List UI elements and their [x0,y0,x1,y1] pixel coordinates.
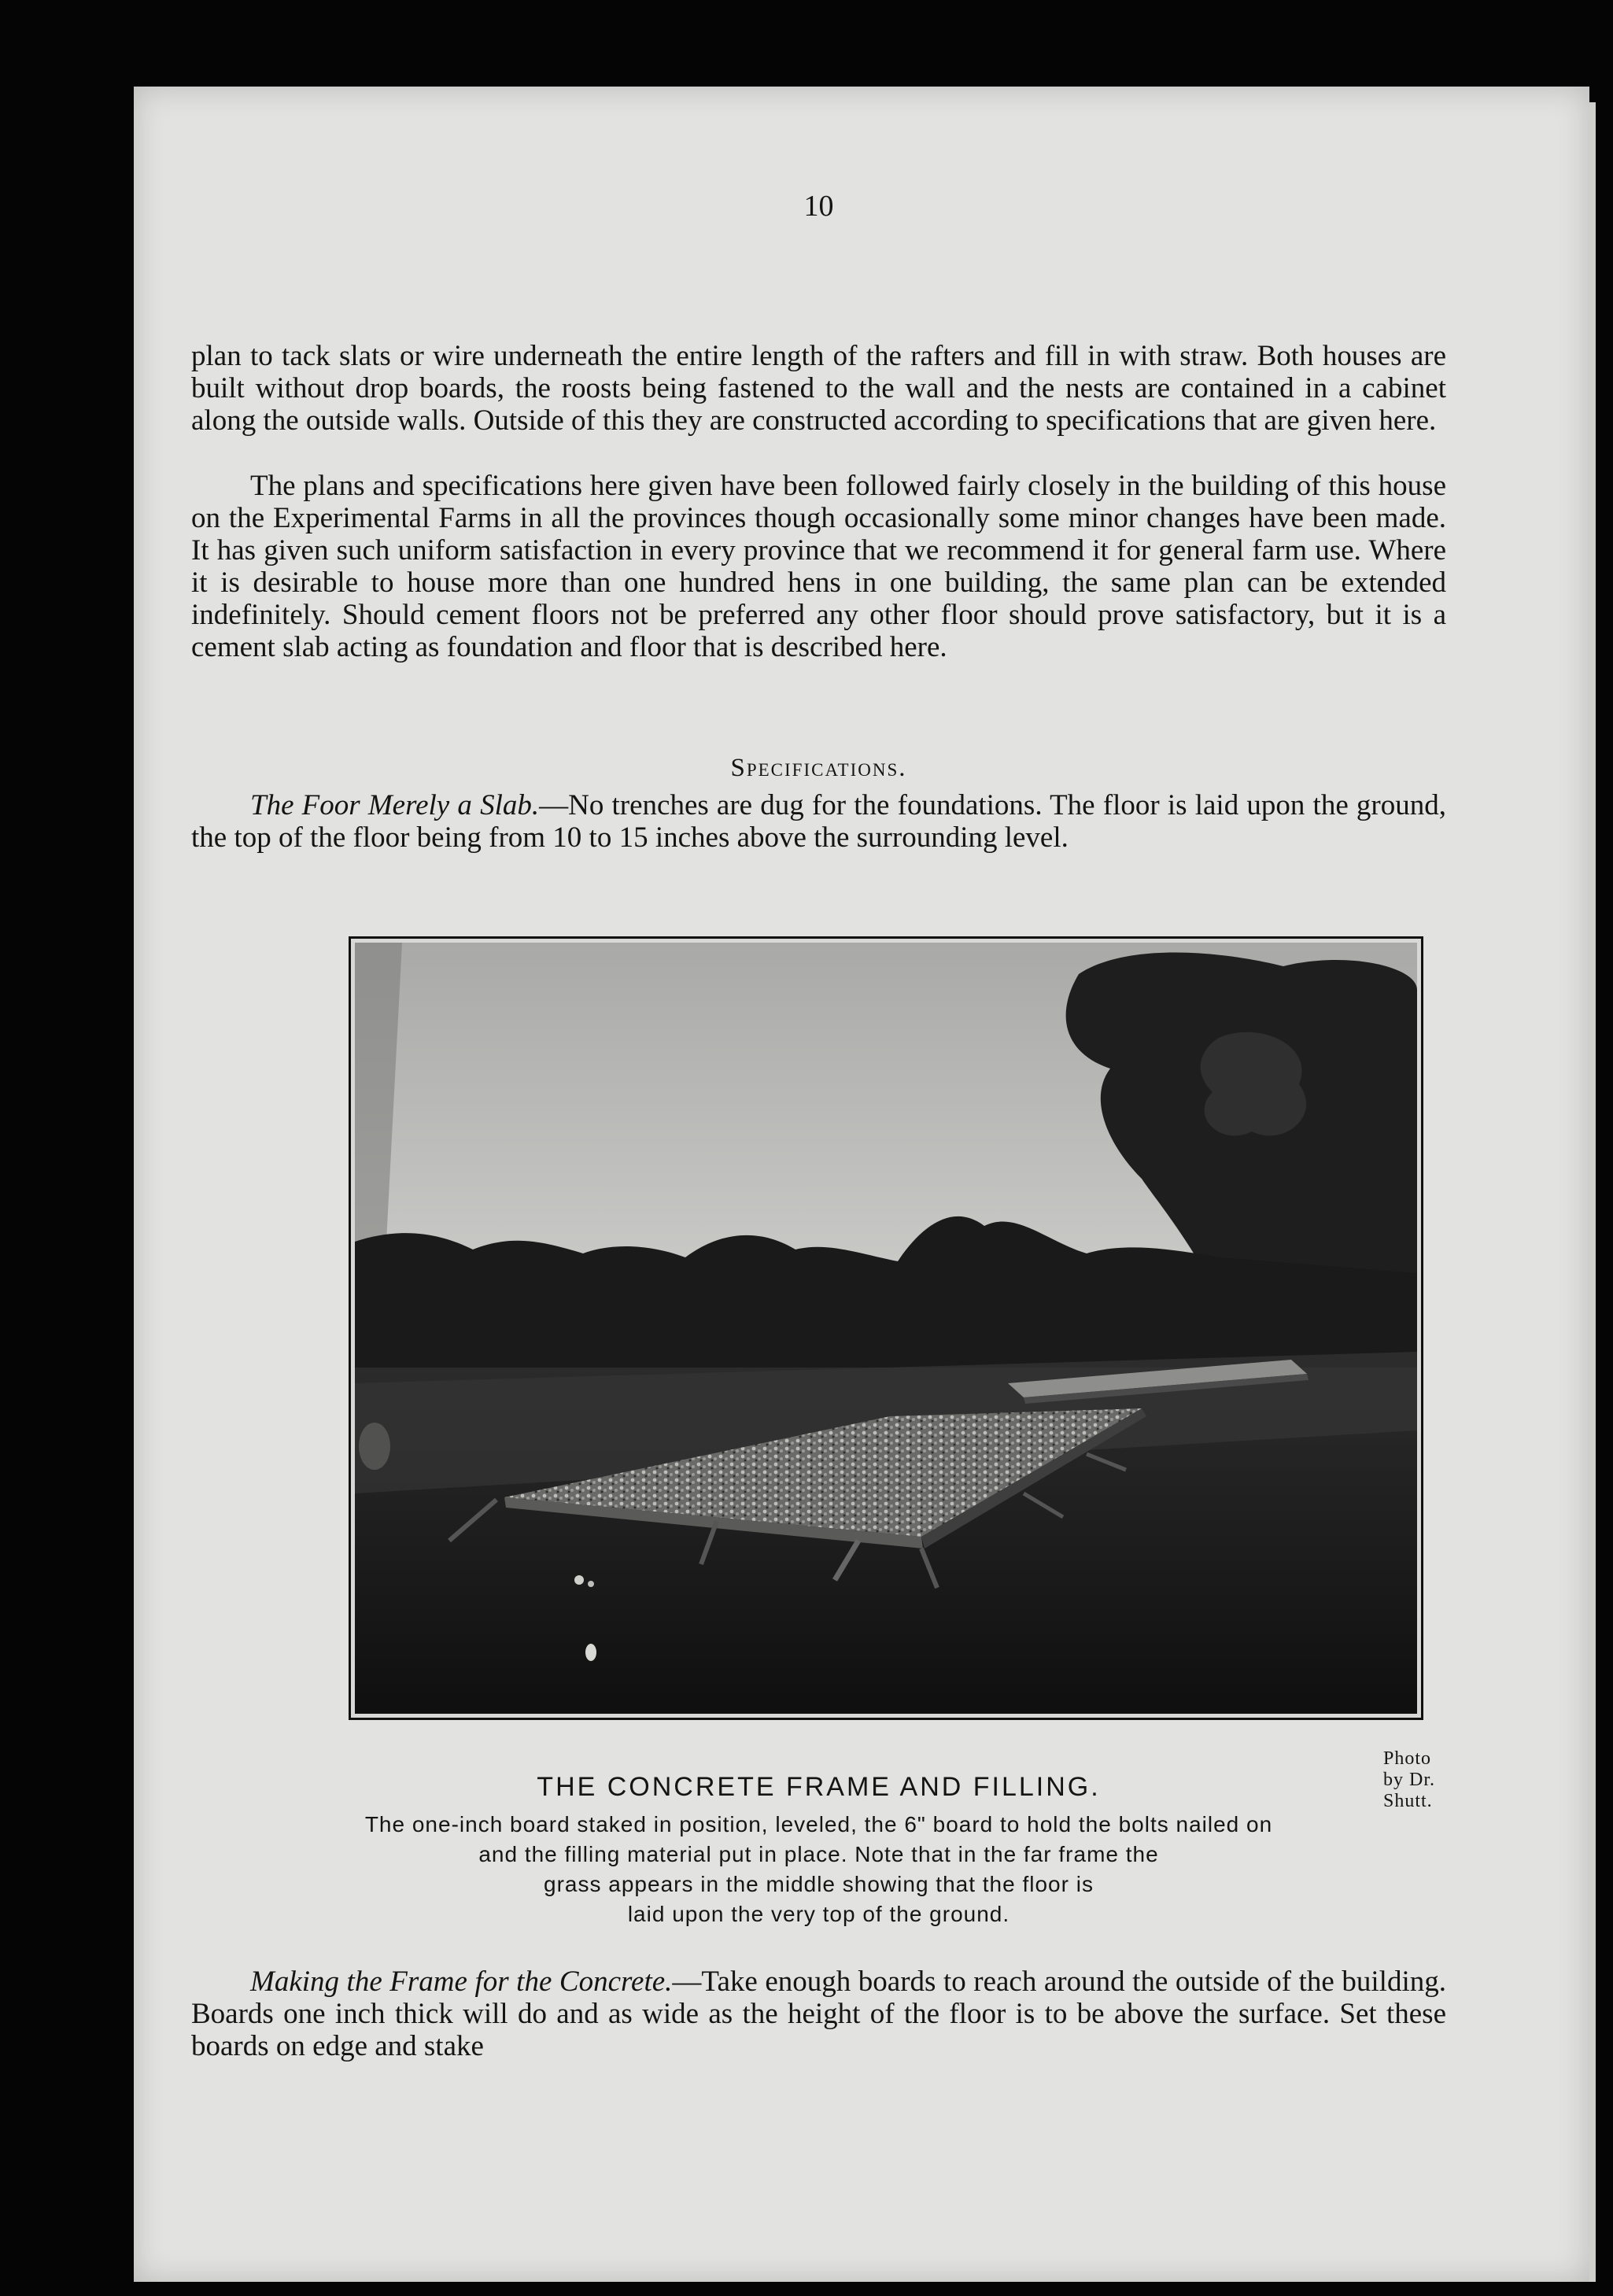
caption-line: grass appears in the middle showing that the floor is [544,1872,1094,1896]
photograph-frame [349,936,1423,1720]
paragraph-3-body: —No trenches are dug for the foundations. The floor is laid upon the ground, the top of the floor being from 10 to 15 inches above the surrounding level. [191,789,1446,854]
section-heading: Specifications. [730,754,907,782]
caption-line: and the filling material put in place. Note that in the far frame the [478,1842,1159,1866]
concrete-frame-photograph [355,943,1417,1714]
caption-line: laid upon the very top of the ground. [627,1902,1010,1926]
paragraph-4-lead: Making the Frame for the Concrete. [250,1966,673,1998]
photo-credit: Photo by Dr. Shutt. [1383,1748,1435,1811]
paragraph-4 [191,1966,1446,2062]
caption-title: THE CONCRETE FRAME AND FILLING. [537,1772,1101,1802]
paragraph-3-lead: The Foor Merely a Slab. [250,789,540,821]
caption-line: The one-inch board staked in position, leveled, the 6" board to hold the bolts nailed on [364,1812,1273,1836]
paragraph-1: plan to tack slats or wire underneath the entire length of the rafters and fill in with straw. Both houses are built without drop boards, the roosts being fastened to the wall and the nests are contained in a cabinet along the outside walls. Outside of this they are constructed according to specifications that are given here. [191,340,1446,437]
page-number: 10 [803,190,834,223]
paragraph-3 [191,789,1446,854]
page-edge [1589,102,1596,2282]
paragraph-2: The plans and specifications here given have been followed fairly closely in the building of this house on the Experimental Farms in all the provinces though occasionally some minor changes have been made. It has given such uniform satisfaction in every province that we recommend it for general farm use. Where it is desirable to house more than one hundred hens in one building, the same plan can be extended indefinitely. Should cement floors not be preferred any other floor should prove satisfactory, but it is a cement slab acting as foundation and floor that is described here. [191,470,1446,663]
caption-body [191,1810,1446,1929]
paragraph-4-body: —Take enough boards to reach around the outside of the building. Boards one inch thick will do and as wide as the height of the floor is to be above the surface. Set these boards on edge and stake [191,1966,1446,2062]
